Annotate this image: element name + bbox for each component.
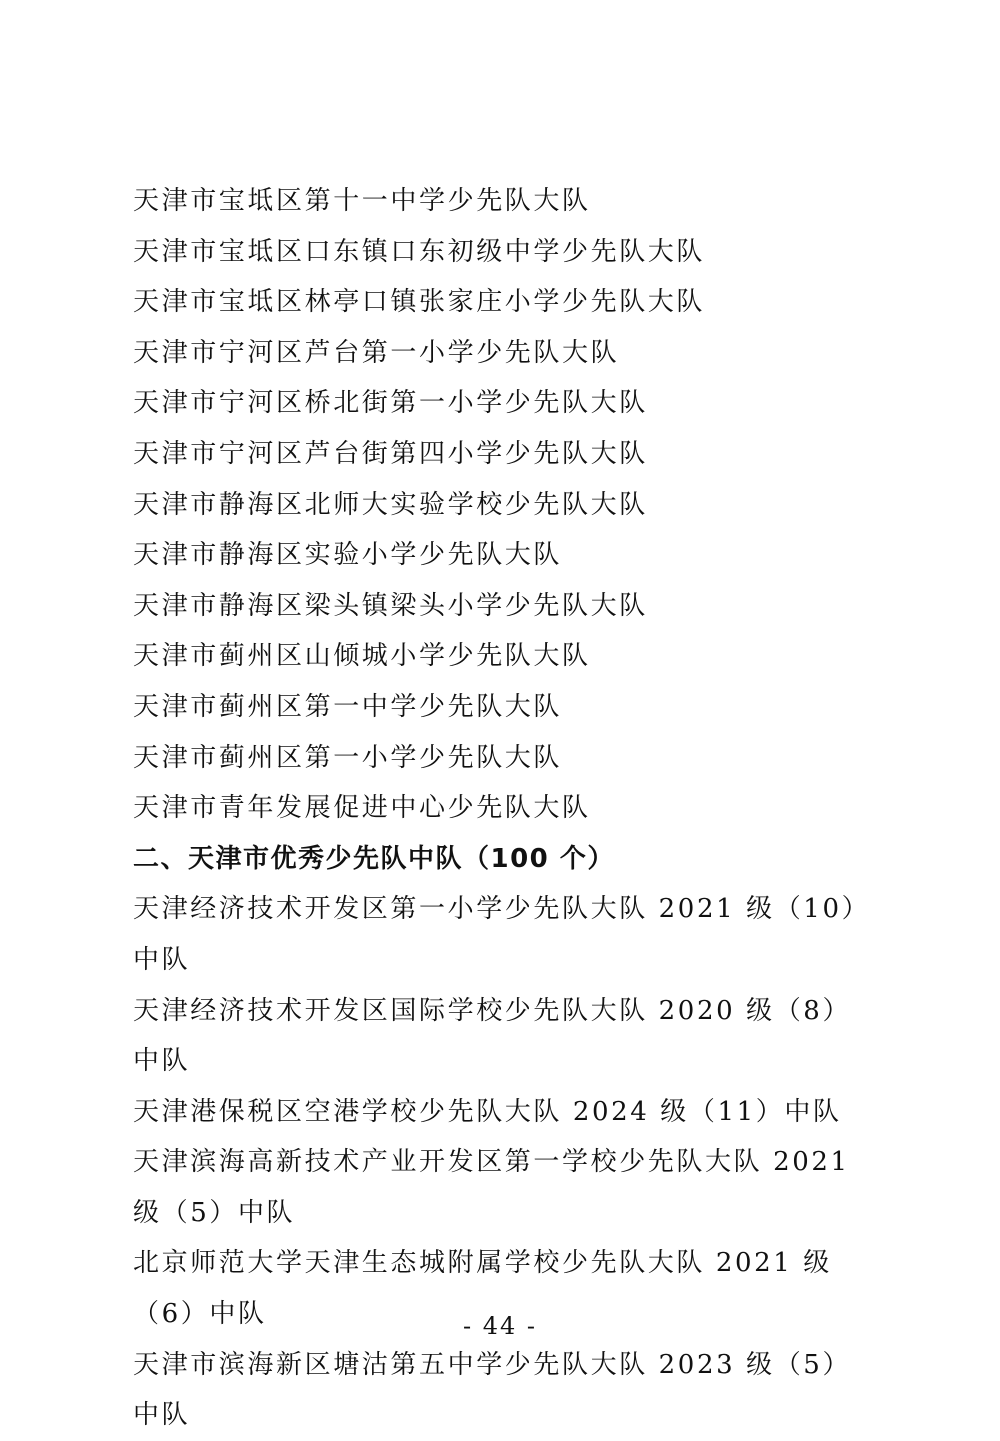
list-item: 北京师范大学天津生态城附属学校少先队大队 2021 级（6）中队 xyxy=(133,1248,832,1330)
list-item: 天津滨海高新技术产业开发区第一学校少先队大队 2021 级（5）中队 xyxy=(133,1147,850,1228)
list-item: 天津市静海区实验小学少先队大队 xyxy=(133,540,563,571)
list-item: 天津市静海区北师大实验学校少先队大队 xyxy=(133,489,648,520)
list-item: 天津市蓟州区第一中学少先队大队 xyxy=(133,691,563,722)
list-item: 天津经济技术开发区国际学校少先队大队 2020 级（8）中队 xyxy=(133,995,852,1077)
section-heading: 二、天津市优秀少先队中队（100 个） xyxy=(133,843,615,874)
list-item: 天津市滨海新区塘沽第五中学少先队大队 2023 级（5）中队 xyxy=(133,1349,852,1431)
list-item: 天津港保税区空港学校少先队大队 2024 级（11）中队 xyxy=(133,1096,842,1127)
list-item: 天津市青年发展促进中心少先队大队 xyxy=(133,793,591,824)
list-item: 天津市宝坻区口东镇口东初级中学少先队大队 xyxy=(133,236,706,267)
page-body xyxy=(133,176,878,1441)
list-item: 天津市宝坻区第十一中学少先队大队 xyxy=(133,186,591,216)
list-item: 天津市宁河区桥北街第一小学少先队大队 xyxy=(133,388,648,419)
list-item: 天津市宝坻区林亭口镇张家庄小学少先队大队 xyxy=(133,287,706,318)
list-item: 天津市静海区梁头镇梁头小学少先队大队 xyxy=(133,590,648,621)
list-item: 天津市宁河区芦台街第四小学少先队大队 xyxy=(133,438,648,469)
list-item: 天津经济技术开发区第一小学少先队大队 2021 级（10）中队 xyxy=(133,894,871,975)
list-item: 天津市蓟州区山倾城小学少先队大队 xyxy=(133,641,591,672)
page-number: - 44 - xyxy=(462,1312,537,1340)
list-item: 天津市蓟州区第一小学少先队大队 xyxy=(133,742,563,773)
list-item: 天津市宁河区芦台第一小学少先队大队 xyxy=(133,337,620,368)
